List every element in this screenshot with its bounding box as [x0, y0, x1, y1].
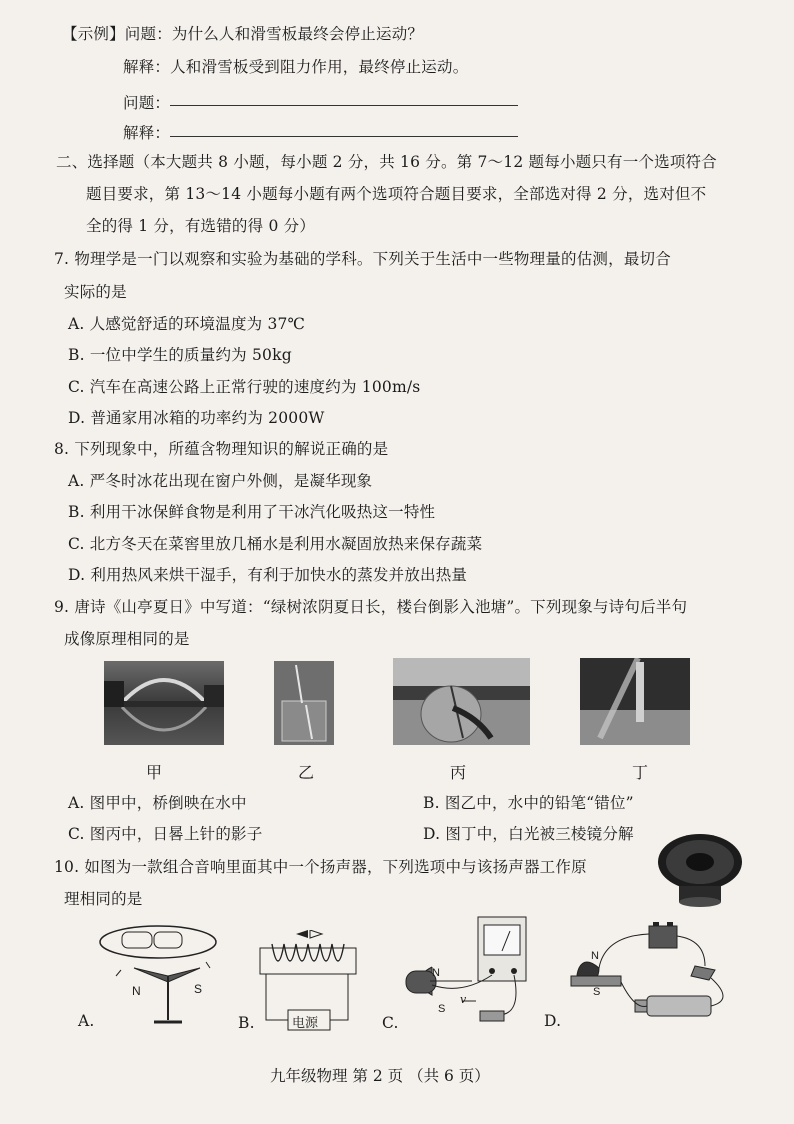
q8-option-d[interactable]: D. 利用热风来烘干湿手，有利于加快水的蒸发并放出热量 — [68, 566, 468, 584]
figure-c-generator — [402, 915, 532, 1035]
answer-blank-line[interactable] — [170, 136, 518, 137]
q9-stem: 9. 唐诗《山亭夏日》中写道：“绿树浓阴夏日长，楼台倒影入池塘”。下列现象与诗句后半句 — [54, 598, 688, 616]
caption-bing: 丙 — [450, 763, 467, 782]
q9-option-c[interactable]: C. 图丙中，日晷上针的影子 — [68, 825, 263, 843]
figure-c-label[interactable]: C. — [382, 1014, 399, 1032]
caption-ding: 丁 — [632, 763, 649, 782]
q7-option-c[interactable]: C. 汽车在高速公路上正常行驶的速度约为 100m/s — [68, 378, 421, 396]
motor-n-label: N — [591, 950, 599, 962]
q7-option-a[interactable]: A. 人感觉舒适的环境温度为 37℃ — [68, 315, 306, 333]
section-heading-line1: 二、选择题（本大题共 8 小题，每小题 2 分，共 16 分。第 7～12 题每小题只有一个选项符合 — [56, 153, 717, 171]
figure-b-solenoid — [252, 930, 362, 1032]
figure-d-motor — [565, 920, 740, 1035]
q7-option-d[interactable]: D. 普通家用冰箱的功率约为 2000W — [68, 409, 325, 427]
magnet-s-label: S — [438, 1003, 446, 1015]
power-source-label: 电源 — [292, 1016, 319, 1031]
example-question: 【示例】问题：为什么人和滑雪板最终会停止运动？ — [62, 25, 424, 43]
q9-option-b[interactable]: B. 图乙中，水中的铅笔“错位” — [423, 794, 634, 812]
pencil-in-water-photo — [274, 661, 334, 745]
q7-stem-cont: 实际的是 — [64, 283, 127, 301]
q8-option-a[interactable]: A. 严冬时冰花出现在窗户外侧，是凝华现象 — [68, 472, 373, 490]
answer-blank-label: 解释： — [123, 124, 171, 142]
compass-s-label: S — [194, 982, 203, 996]
section-heading-line3: 全的得 1 分，有选错的得 0 分） — [86, 217, 316, 235]
q7-option-b[interactable]: B. 一位中学生的质量约为 50kg — [68, 346, 292, 364]
prism-dispersion-photo — [580, 658, 690, 745]
q10-stem: 10. 如图为一款组合音响里面其中一个扬声器，下列选项中与该扬声器工作原 — [54, 858, 587, 876]
example-answer: 解释：人和滑雪板受到阻力作用，最终停止运动。 — [123, 58, 469, 76]
magnet-n-label: N — [432, 967, 440, 979]
section-heading-line2: 题目要求，第 13～14 小题每小题有两个选项符合题目要求，全部选对得 2 分，选对但不 — [86, 185, 707, 203]
figure-d-label[interactable]: D. — [544, 1012, 562, 1030]
figure-a-label[interactable]: A. — [78, 1012, 95, 1030]
caption-yi: 乙 — [298, 763, 315, 782]
page-footer: 九年级物理 第 2 页 （共 6 页） — [270, 1067, 490, 1085]
question-blank-line[interactable] — [170, 105, 518, 106]
q8-option-c[interactable]: C. 北方冬天在菜窖里放几桶水是利用水凝固放热来保存蔬菜 — [68, 535, 483, 553]
q8-stem: 8. 下列现象中，所蕴含物理知识的解说正确的是 — [54, 440, 389, 458]
motor-s-label: S — [593, 986, 601, 998]
q9-stem-cont: 成像原理相同的是 — [64, 630, 190, 648]
compass-n-label: N — [132, 984, 141, 998]
question-blank-label: 问题： — [123, 94, 171, 112]
q8-option-b[interactable]: B. 利用干冰保鲜食物是利用了干冰汽化吸热这一特性 — [68, 503, 436, 521]
caption-jia: 甲 — [146, 763, 163, 782]
q7-stem: 7. 物理学是一门以观察和实验为基础的学科。下列关于生活中一些物理量的估测，最切合 — [54, 250, 671, 268]
velocity-v-label: v — [460, 993, 467, 1006]
figure-a-oersted — [96, 912, 226, 1032]
q10-stem-cont: 理相同的是 — [64, 890, 143, 908]
sundial-photo — [393, 658, 530, 745]
q9-option-a[interactable]: A. 图甲中，桥倒映在水中 — [68, 794, 247, 812]
q9-option-d[interactable]: D. 图丁中，白光被三棱镜分解 — [423, 825, 634, 843]
bridge-reflection-photo — [104, 661, 224, 745]
figure-b-label[interactable]: B. — [238, 1014, 255, 1032]
speaker-photo — [655, 830, 745, 908]
